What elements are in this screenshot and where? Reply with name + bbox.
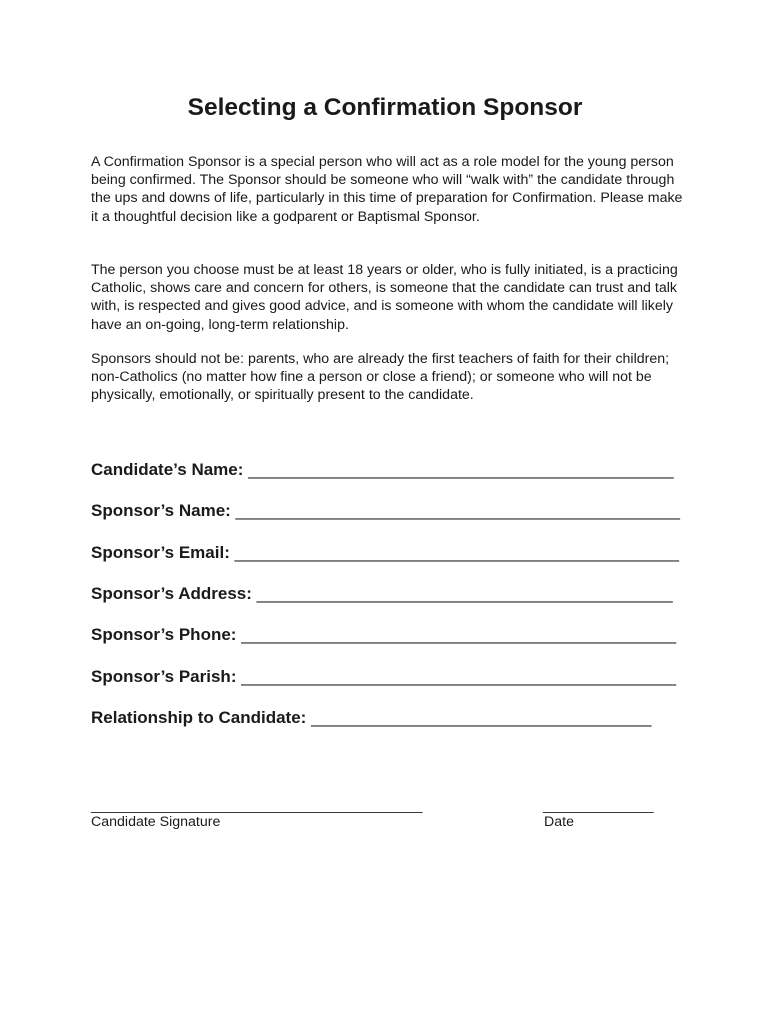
candidate-name-field[interactable] xyxy=(91,459,674,481)
sponsor-parish-line[interactable]: ______________________________________________ xyxy=(241,667,677,686)
sponsor-parish-label: Sponsor’s Parish: xyxy=(91,667,242,686)
sponsor-email-field[interactable] xyxy=(91,542,679,564)
relationship-field[interactable] xyxy=(91,707,651,729)
date-line[interactable]: ______________ xyxy=(543,798,654,814)
candidate-name-label: Candidate’s Name: xyxy=(91,460,249,479)
page-title: Selecting a Confirmation Sponsor xyxy=(187,94,583,121)
sponsor-email-line[interactable]: _______________________________________________ xyxy=(234,543,679,562)
date-label: Date xyxy=(544,814,574,830)
sponsor-name-line[interactable]: _______________________________________________ xyxy=(235,501,680,520)
candidate-signature-label: Candidate Signature xyxy=(91,814,221,830)
sponsor-phone-line[interactable]: ______________________________________________ xyxy=(241,625,677,644)
sponsor-phone-label: Sponsor’s Phone: xyxy=(91,625,242,644)
sponsor-name-label: Sponsor’s Name: xyxy=(91,501,236,520)
sponsor-address-label: Sponsor’s Address: xyxy=(91,584,257,603)
requirements-paragraph: The person you choose must be at least 18 years or older, who is fully initiated, is a practicing Catholic, shows care and concern for others, is someone that the candidate can trust and talk with, is respected and gives good advice, and is someone with whom the candidate will likely have an on-going, long-term relationship. xyxy=(91,262,678,333)
sponsor-email-label: Sponsor’s Email: xyxy=(91,543,235,562)
sponsor-address-line[interactable]: ____________________________________________ xyxy=(256,584,673,603)
sponsor-parish-field[interactable] xyxy=(91,666,676,688)
candidate-name-line[interactable]: _____________________________________________ xyxy=(248,460,674,479)
intro-paragraph: A Confirmation Sponsor is a special person who will act as a role model for the young person being confirmed. The Sponsor should be someone who will “walk with” the candidate through the ups and downs of life, particularly in this time of preparation for Confirmation. Please make it a thoughtful decision like a godparent or Baptismal Sponsor. xyxy=(91,154,683,225)
relationship-label: Relationship to Candidate: xyxy=(91,708,312,727)
sponsor-phone-field[interactable] xyxy=(91,624,676,646)
restrictions-paragraph: Sponsors should not be: parents, who are already the first teachers of faith for their children; non-Catholics (no matter how fine a person or close a friend); or someone who will not be physically, emotionally, or spiritually present to the candidate. xyxy=(91,351,670,404)
sponsor-name-field[interactable] xyxy=(91,500,680,522)
sponsor-address-field[interactable] xyxy=(91,583,673,605)
relationship-line[interactable]: ____________________________________ xyxy=(311,708,652,727)
candidate-signature-line[interactable]: __________________________________________ xyxy=(91,798,423,814)
